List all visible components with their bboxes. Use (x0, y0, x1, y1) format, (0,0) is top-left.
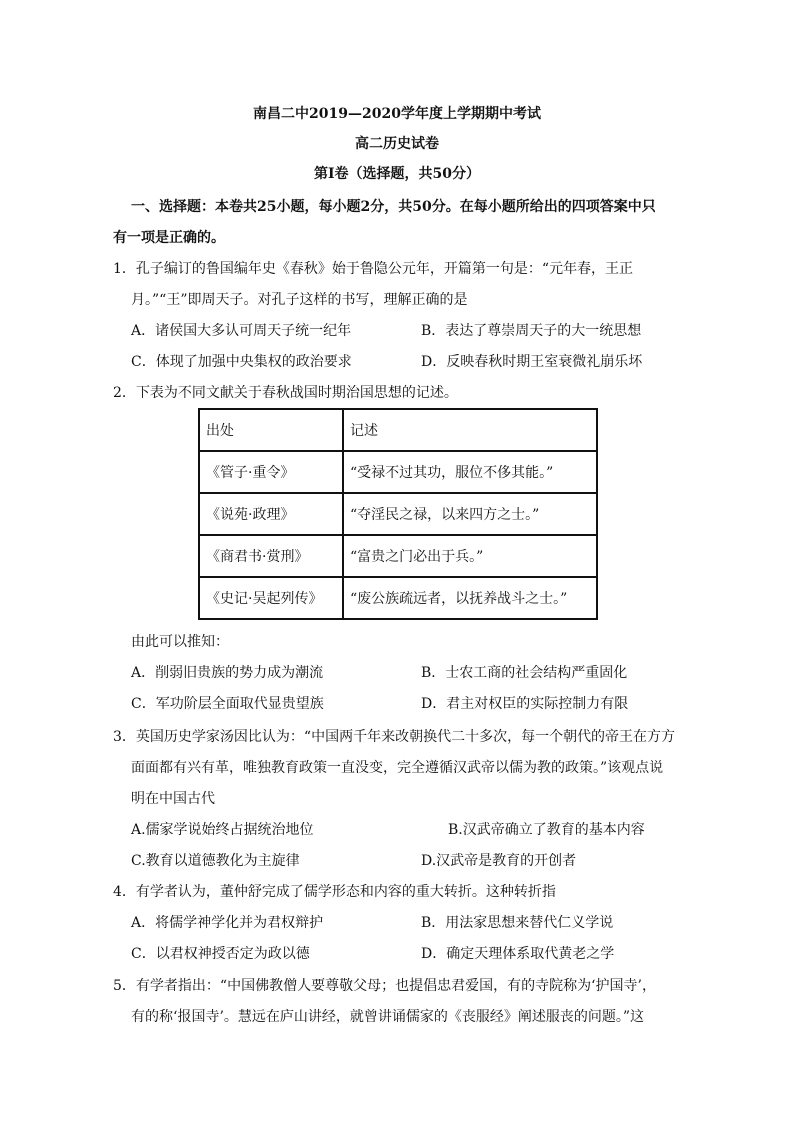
option-b: B.汉武帝确立了教育的基本内容 (448, 822, 645, 838)
table-row (199, 493, 597, 535)
question-stem: 明在中国古代 (131, 791, 215, 807)
option-a: A．削弱旧贵族的势力成为潮流 (131, 665, 324, 681)
source-table (198, 408, 598, 620)
option-b: B．表达了尊崇周天子的大一统思想 (421, 323, 642, 339)
question-stem: 5．有学者指出：“中国佛教僧人要尊敬父母；也提倡忠君爱国，有的寺院称为‘护国寺’， (113, 978, 656, 994)
option-d: D．反映春秋时期王室衰微礼崩乐坏 (421, 354, 643, 370)
question-stem: 月。”“王”即周天子。对孔子这样的书写，理解正确的是 (131, 292, 468, 308)
option-a: A．将儒学神学化并为君权辩护 (131, 915, 324, 931)
option-a: A.儒家学说始终占据统治地位 (131, 822, 314, 838)
table-row (199, 535, 597, 577)
volume-heading: 第Ⅰ卷（选择题，共50分） (313, 166, 481, 182)
table-cell: “夺淫民之禄，以来四方之士。” (343, 493, 597, 535)
table-cell: 《史记·吴起列传》 (199, 577, 343, 619)
table-cell: “受禄不过其功，服位不侈其能。” (343, 451, 597, 493)
option-d: D.汉武帝是教育的开创者 (421, 853, 577, 869)
table-cell: 《管子·重令》 (199, 451, 343, 493)
table-row (199, 577, 597, 619)
option-c: C．体现了加强中央集权的政治要求 (131, 354, 352, 370)
table-header: 记述 (343, 409, 597, 451)
option-d: D．确定天理体系取代黄老之学 (421, 946, 615, 962)
table-row (199, 451, 597, 493)
option-b: B．士农工商的社会结构严重固化 (421, 665, 628, 681)
question-stem: 面面都有兴有革，唯独教育政策一直没变，完全遵循汉武帝以儒为教的政策。”该观点说 (131, 760, 664, 776)
option-c: C．军功阶层全面取代显贵望族 (131, 696, 324, 712)
table-cell: “废公族疏远者，以抚养战斗之士。” (343, 577, 597, 619)
table-cell: “富贵之门必出于兵。” (343, 535, 597, 577)
question-infer: 由此可以推知： (131, 634, 229, 650)
exam-subtitle: 高二历史试卷 (355, 136, 439, 152)
table-cell: 《说苑·政理》 (199, 493, 343, 535)
exam-title: 南昌二中2019—2020学年度上学期期中考试 (253, 106, 541, 122)
question-stem: 4．有学者认为，董仲舒完成了儒学形态和内容的重大转折。这种转折指 (113, 884, 556, 900)
option-a: A．诸侯国大多认可周天子统一纪年 (131, 323, 352, 339)
question-stem: 有的称‘报国寺’。慧远在庐山讲经，就曾讲诵儒家的《丧服经》阐述服丧的问题。”这 (131, 1009, 645, 1025)
table-header: 出处 (199, 409, 343, 451)
option-b: B．用法家思想来替代仁义学说 (421, 915, 614, 931)
question-stem: 2．下表为不同文献关于春秋战国时期治国思想的记述。 (113, 385, 458, 401)
option-c: C．以君权神授否定为政以德 (131, 946, 310, 962)
option-d: D．君主对权臣的实际控制力有限 (421, 696, 629, 712)
table-header-row (199, 409, 597, 451)
table-cell: 《商君书·赏刑》 (199, 535, 343, 577)
question-stem: 3．英国历史学家汤因比认为：“中国两千年来改朝换代二十多次，每一个朝代的帝王在方方 (113, 729, 676, 745)
option-c: C.教育以道德教化为主旋律 (131, 853, 300, 869)
question-stem: 1．孔子编订的鲁国编年史《春秋》始于鲁隐公元年，开篇第一句是：“元年春，王正 (113, 261, 634, 277)
